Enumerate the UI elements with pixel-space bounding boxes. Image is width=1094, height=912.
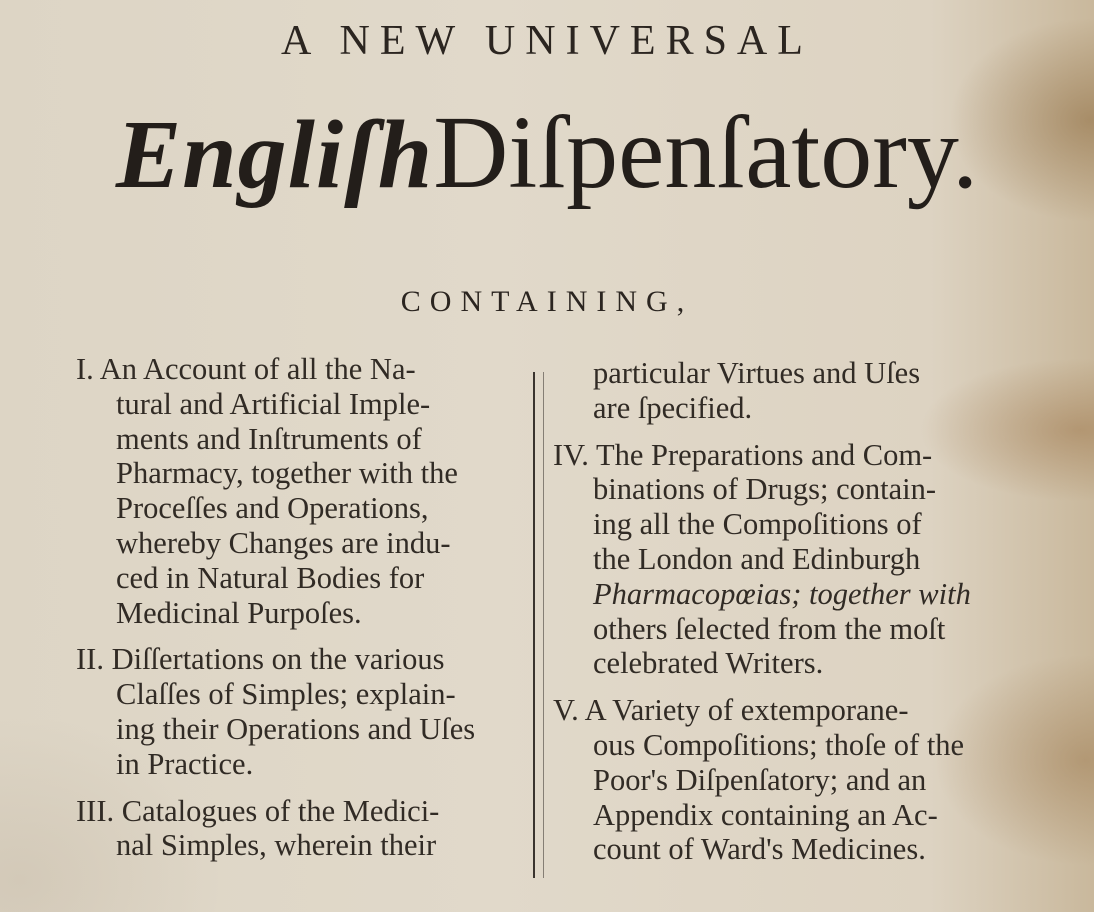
entry-v bbox=[553, 693, 1001, 867]
text-line: are ſpecified. bbox=[593, 390, 753, 425]
text-line: IV. The Preparations and Com- bbox=[553, 437, 933, 472]
column-divider-thin bbox=[543, 372, 544, 878]
text-line: others ſelected from the moſt bbox=[593, 611, 946, 646]
column-divider bbox=[533, 372, 535, 878]
text-line: particular Virtues and Uſes bbox=[593, 356, 921, 390]
entry-i bbox=[76, 352, 526, 630]
text-line: ced in Natural Bodies for bbox=[116, 560, 425, 595]
text-line: ing their Operations and Uſes bbox=[116, 711, 476, 746]
text-line: celebrated Writers. bbox=[593, 646, 824, 681]
text-line: V. A Variety of extemporane- bbox=[553, 693, 909, 728]
text-line: nal Simples, wherein their bbox=[116, 828, 437, 863]
text-line: the London and Edinburgh bbox=[593, 541, 921, 576]
text-line: count of Ward's Medicines. bbox=[593, 832, 926, 867]
containing-heading: CONTAINING, bbox=[400, 285, 694, 318]
entry-iii bbox=[76, 794, 526, 864]
entry-iii-continued bbox=[553, 356, 1001, 426]
text-line: ing all the Compoſitions of bbox=[593, 507, 922, 542]
entry-ii bbox=[76, 642, 526, 781]
text-line: Appendix containing an Ac- bbox=[593, 797, 938, 832]
main-title bbox=[0, 95, 1094, 210]
main-title-italic: Engliſh bbox=[115, 101, 434, 209]
text-line: I. An Account of all the Na- bbox=[76, 352, 416, 386]
text-line: Poor's Diſpenſatory; and an bbox=[593, 762, 927, 797]
text-line: ments and Inſtruments of bbox=[116, 421, 422, 456]
text-line: in Practice. bbox=[116, 746, 254, 781]
text-line: Medicinal Purpoſes. bbox=[116, 595, 362, 630]
text-line: ous Compoſitions; thoſe of the bbox=[593, 727, 965, 762]
text-line: whereby Changes are indu- bbox=[116, 525, 451, 560]
text-line: Proceſſes and Operations, bbox=[116, 491, 429, 526]
top-title: A NEW UNIVERSAL bbox=[281, 18, 813, 64]
text-line: Pharmacy, together with the bbox=[116, 456, 458, 491]
text-line: III. Catalogues of the Medici- bbox=[76, 793, 440, 828]
text-line: Claſſes of Simples; explain- bbox=[116, 677, 456, 712]
entry-iv bbox=[553, 438, 1001, 682]
main-title-roman: Diſpenſatory. bbox=[433, 95, 979, 210]
text-line: tural and Artificial Imple- bbox=[116, 386, 431, 421]
right-column bbox=[553, 356, 1001, 867]
text-line: II. Diſſertations on the various bbox=[76, 642, 445, 677]
left-column bbox=[76, 352, 526, 863]
text-line: Pharmacopœias; together with bbox=[593, 576, 971, 611]
text-line: binations of Drugs; contain- bbox=[593, 472, 937, 507]
